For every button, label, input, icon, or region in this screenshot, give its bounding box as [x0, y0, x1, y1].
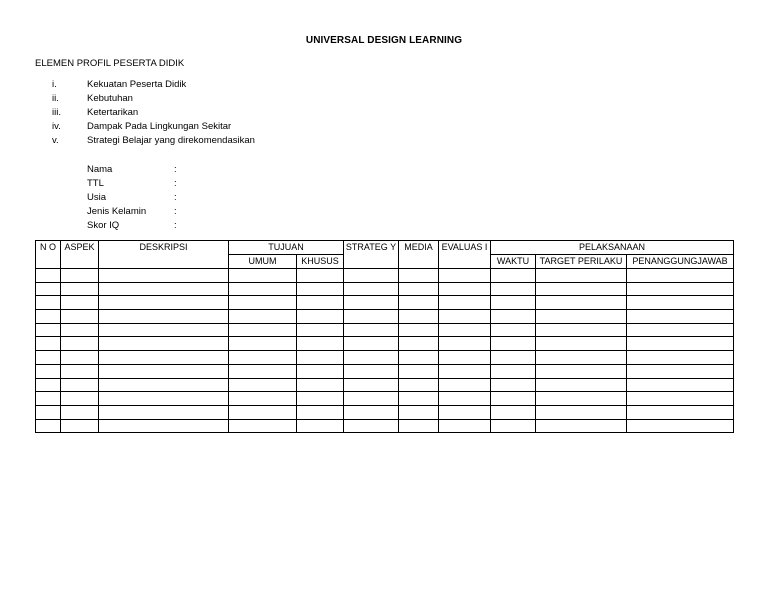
table-cell	[491, 419, 536, 433]
table-cell	[99, 405, 229, 419]
table-cell	[536, 269, 627, 283]
table-cell	[399, 351, 439, 365]
table-cell	[36, 364, 61, 378]
identity-fields	[87, 163, 177, 233]
table-cell	[36, 337, 61, 351]
field-separator: :	[174, 206, 177, 217]
table-cell	[536, 296, 627, 310]
table-cell	[297, 269, 344, 283]
table-cell	[99, 392, 229, 406]
table-cell	[297, 378, 344, 392]
table-row	[36, 310, 734, 324]
table-cell	[536, 282, 627, 296]
table-cell	[399, 392, 439, 406]
table-cell	[344, 405, 399, 419]
table-cell	[36, 351, 61, 365]
list-item-text: Ketertarikan	[87, 107, 139, 118]
table-cell	[491, 378, 536, 392]
udl-table	[35, 240, 734, 433]
table-cell	[627, 405, 734, 419]
table-row	[36, 337, 734, 351]
list-item-text: Strategi Belajar yang direkomendasikan	[87, 135, 255, 146]
header-aspek: ASPEK	[61, 241, 99, 269]
table-cell	[229, 282, 297, 296]
table-cell	[627, 364, 734, 378]
table-cell	[399, 282, 439, 296]
table-cell	[439, 269, 491, 283]
table-cell	[627, 269, 734, 283]
table-cell	[344, 337, 399, 351]
table-cell	[297, 323, 344, 337]
table-cell	[439, 364, 491, 378]
header-evaluasi: EVALUAS I	[439, 241, 491, 269]
field-label: TTL	[87, 178, 104, 189]
field-row	[87, 219, 177, 233]
table-cell	[536, 323, 627, 337]
field-row	[87, 163, 177, 177]
table-cell	[99, 310, 229, 324]
table-cell	[491, 351, 536, 365]
table-row	[36, 269, 734, 283]
table-cell	[36, 392, 61, 406]
table-cell	[229, 296, 297, 310]
table-cell	[491, 337, 536, 351]
table-cell	[297, 337, 344, 351]
table-cell	[99, 337, 229, 351]
table-cell	[536, 378, 627, 392]
table-cell	[36, 405, 61, 419]
table-cell	[627, 310, 734, 324]
list-item	[52, 78, 255, 92]
document-title: UNIVERSAL DESIGN LEARNING	[305, 35, 463, 46]
table-cell	[344, 310, 399, 324]
profile-elements-list	[52, 78, 255, 148]
table-cell	[229, 419, 297, 433]
table-cell	[399, 378, 439, 392]
table-row	[36, 296, 734, 310]
table-cell	[229, 323, 297, 337]
table-cell	[297, 405, 344, 419]
header-penanggungjawab: PENANGGUNGJAWAB	[627, 255, 734, 269]
table-cell	[36, 282, 61, 296]
table-cell	[99, 351, 229, 365]
header-waktu: WAKTU	[491, 255, 536, 269]
table-cell	[399, 419, 439, 433]
table-cell	[399, 364, 439, 378]
table-cell	[536, 364, 627, 378]
table-cell	[297, 282, 344, 296]
table-cell	[297, 419, 344, 433]
table-cell	[491, 282, 536, 296]
table-cell	[439, 419, 491, 433]
list-item-text: Kekuatan Peserta Didik	[87, 79, 187, 90]
header-pelaksanaan: PELAKSANAAN	[491, 241, 734, 255]
table-cell	[491, 269, 536, 283]
table-cell	[297, 364, 344, 378]
table-cell	[627, 296, 734, 310]
table-cell	[229, 378, 297, 392]
header-deskripsi: DESKRIPSI	[99, 241, 229, 269]
header-strategi: STRATEG Y	[344, 241, 399, 269]
table-cell	[536, 419, 627, 433]
table-cell	[399, 337, 439, 351]
table-cell	[439, 351, 491, 365]
table-row	[36, 378, 734, 392]
table-cell	[491, 392, 536, 406]
table-cell	[344, 378, 399, 392]
table-cell	[61, 392, 99, 406]
table-cell	[536, 351, 627, 365]
table-cell	[439, 323, 491, 337]
table-cell	[627, 392, 734, 406]
table-cell	[439, 337, 491, 351]
table-cell	[344, 323, 399, 337]
table-cell	[536, 337, 627, 351]
table-cell	[627, 337, 734, 351]
table-body	[36, 269, 734, 433]
table-cell	[344, 296, 399, 310]
table-cell	[61, 337, 99, 351]
header-khusus: KHUSUS	[297, 255, 344, 269]
table-cell	[399, 323, 439, 337]
table-cell	[36, 323, 61, 337]
table-cell	[297, 310, 344, 324]
section-subtitle: ELEMEN PROFIL PESERTA DIDIK	[35, 58, 185, 69]
table-cell	[536, 310, 627, 324]
table-cell	[439, 282, 491, 296]
table-cell	[61, 323, 99, 337]
table-cell	[491, 310, 536, 324]
table-cell	[61, 405, 99, 419]
table-cell	[491, 323, 536, 337]
field-label: Nama	[87, 164, 113, 175]
table-cell	[36, 419, 61, 433]
table-cell	[229, 269, 297, 283]
table-cell	[439, 296, 491, 310]
table-cell	[344, 269, 399, 283]
table-cell	[344, 364, 399, 378]
table-cell	[61, 282, 99, 296]
list-item-number: v.	[52, 135, 59, 146]
table-cell	[439, 405, 491, 419]
table-cell	[36, 310, 61, 324]
field-label: Usia	[87, 192, 107, 203]
header-target-perilaku: TARGET PERILAKU	[536, 255, 627, 269]
list-item-text: Kebutuhan	[87, 93, 133, 104]
table-cell	[399, 405, 439, 419]
table-cell	[297, 392, 344, 406]
table-cell	[627, 351, 734, 365]
table-cell	[99, 269, 229, 283]
table-cell	[61, 378, 99, 392]
table-row	[36, 364, 734, 378]
list-item-number: ii.	[52, 93, 59, 104]
table-cell	[61, 269, 99, 283]
table-cell	[99, 296, 229, 310]
table-cell	[36, 296, 61, 310]
list-item	[52, 106, 255, 120]
table-cell	[229, 392, 297, 406]
list-item-number: iv.	[52, 121, 61, 132]
table-cell	[99, 378, 229, 392]
field-row	[87, 205, 177, 219]
table-cell	[99, 323, 229, 337]
table-cell	[536, 405, 627, 419]
list-item-number: iii.	[52, 107, 61, 118]
table-cell	[399, 296, 439, 310]
table-cell	[229, 405, 297, 419]
table-cell	[491, 405, 536, 419]
header-no: N O	[36, 241, 61, 269]
table-cell	[344, 282, 399, 296]
table-cell	[229, 364, 297, 378]
list-item	[52, 120, 255, 134]
table-cell	[627, 419, 734, 433]
list-item	[52, 92, 255, 106]
table-cell	[627, 378, 734, 392]
table-cell	[627, 282, 734, 296]
table-cell	[627, 323, 734, 337]
table-cell	[229, 310, 297, 324]
table-cell	[297, 351, 344, 365]
table-cell	[99, 364, 229, 378]
list-item-text: Dampak Pada Lingkungan Sekitar	[87, 121, 232, 132]
table-row	[36, 419, 734, 433]
table-row	[36, 282, 734, 296]
field-separator: :	[174, 164, 177, 175]
table-cell	[439, 392, 491, 406]
field-separator: :	[174, 178, 177, 189]
list-item	[52, 134, 255, 148]
field-label: Jenis Kelamin	[87, 206, 147, 217]
table-cell	[99, 419, 229, 433]
header-media: MEDIA	[399, 241, 439, 269]
table-cell	[439, 310, 491, 324]
table-cell	[61, 296, 99, 310]
table-cell	[399, 269, 439, 283]
table-cell	[536, 392, 627, 406]
table-row	[36, 323, 734, 337]
table-cell	[344, 392, 399, 406]
table-cell	[229, 351, 297, 365]
table-cell	[491, 296, 536, 310]
table-cell	[36, 269, 61, 283]
header-umum: UMUM	[229, 255, 297, 269]
table-cell	[439, 378, 491, 392]
table-cell	[61, 351, 99, 365]
header-tujuan: TUJUAN	[229, 241, 344, 255]
table-row	[36, 392, 734, 406]
field-row	[87, 191, 177, 205]
table-cell	[344, 351, 399, 365]
table-row	[36, 351, 734, 365]
table-cell	[61, 419, 99, 433]
table-cell	[36, 378, 61, 392]
field-separator: :	[174, 192, 177, 203]
table-cell	[61, 310, 99, 324]
field-row	[87, 177, 177, 191]
table-cell	[344, 419, 399, 433]
table-cell	[491, 364, 536, 378]
list-item-number: i.	[52, 79, 57, 90]
table-cell	[297, 296, 344, 310]
table-cell	[61, 364, 99, 378]
table-cell	[399, 310, 439, 324]
field-separator: :	[174, 220, 177, 231]
table-cell	[99, 282, 229, 296]
field-label: Skor IQ	[87, 220, 120, 231]
table-row	[36, 405, 734, 419]
table-cell	[229, 337, 297, 351]
